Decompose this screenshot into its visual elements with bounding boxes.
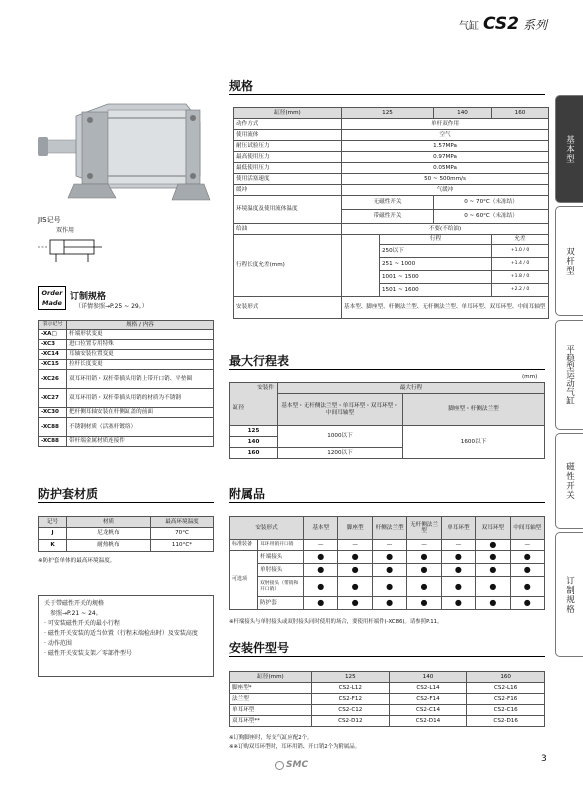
mount-parts-note: ※※订购双耳环型时，耳环用销、开口销2个为附属品。 <box>229 744 361 750</box>
jis-subtitle: 双作用 <box>56 227 75 234</box>
order-made-title: 订制规格 <box>70 292 107 302</box>
smc-logo: SMC <box>275 760 308 770</box>
switch-box-ref: 参照→P.21 ~ 24。 <box>50 610 102 617</box>
spec-title: 规格 <box>229 77 545 95</box>
table-row: 可选项 杆端接头 ● ● ● ● ● ● ● <box>230 551 545 564</box>
table-row: 环境温度及使用流体温度 无磁性开关 0 ~ 70°C（未冻结） <box>234 196 549 210</box>
cylinder-image <box>38 88 213 208</box>
mount-parts-title: 安装件型号 <box>229 639 545 657</box>
spec-table <box>233 107 549 319</box>
switch-box-item: · 动作范围 <box>44 640 72 647</box>
header-category: 气缸 <box>459 21 480 32</box>
page-header <box>459 14 547 34</box>
table-row: 双肘接头（带销和开口销） ● ● ● ● ● ● ● <box>230 577 545 597</box>
switch-box-title: 关于带磁性开关的规格 <box>44 600 105 607</box>
table-row: -XC3 进口位置专用特殊 <box>39 340 214 350</box>
table-row: 140 <box>230 437 545 448</box>
table-row: 行程长度允差(mm) 行程 允差 <box>234 235 549 245</box>
boot-table <box>38 516 214 552</box>
table-row: -XC14 耳轴安装位置变更 <box>39 350 214 360</box>
table-row: 125 1000以下 1600以下 <box>230 426 545 437</box>
table-row: K 耐热帆布 110°C* <box>39 540 214 552</box>
table-row: 使用活塞速度 50 ~ 500mm/s <box>234 174 549 185</box>
table-row: -XC88 带杆端金属材质连接件 <box>39 437 214 447</box>
table-row: 脚座型* CS2-L12 CS2-L14 CS2-L16 <box>230 683 545 694</box>
table-header-row: 表示记号 规格 / 内容 <box>39 321 214 330</box>
table-row: 防护套 ● ● ● ● ● ● ● <box>230 597 545 610</box>
table-row: 单耳环型 CS2-C12 CS2-C14 CS2-C16 <box>230 705 545 716</box>
tab-order[interactable]: 订制规格 <box>555 532 583 657</box>
table-row: 1001 ~ 1500 +1.8 / 0 <box>234 271 549 284</box>
header-series-bold: CS2 <box>483 14 519 34</box>
table-row: 耐压试验压力 1.57MPa <box>234 141 549 152</box>
table-row: 法兰型 CS2-F12 CS2-F14 CS2-F16 <box>230 694 545 705</box>
table-header-row: 安装件 缸径 最大行程 <box>230 383 545 394</box>
accessory-title: 附属品 <box>229 485 545 503</box>
order-made-table <box>38 320 214 447</box>
mount-parts-table <box>229 671 545 727</box>
tab-basic[interactable]: 基本型 <box>555 95 583 203</box>
table-row: 251 ~ 1000 +1.4 / 0 <box>234 258 549 271</box>
header-series-rest: 系列 <box>522 18 547 32</box>
table-row: -XC88 不锈钢材质（活塞杆镀络） <box>39 418 214 437</box>
table-row: 250以下 +1.0 / 0 <box>234 245 549 258</box>
table-row: 缓冲 气缓冲 <box>234 185 549 196</box>
switch-box <box>38 595 214 677</box>
table-header-row: 缸径(mm) 125 140 160 <box>234 108 549 119</box>
table-row: 最高使用压力 0.97MPa <box>234 152 549 163</box>
switch-box-item: · 磁性开关安装支架／零部件型号 <box>44 650 132 657</box>
accessory-note: ※杆端接头与单肘接头或双肘接头同时使用的场合，要使用杆端件(-XC86)。请参照P.11。 <box>229 619 443 625</box>
order-made-subtitle: （详情参照→P.25 ~ 29。） <box>75 303 148 310</box>
table-row: 安装形式 基本型、脚座型、杆侧法兰型、无杆侧法兰型、单耳环型、双耳环型、中间耳轴型 <box>234 297 549 319</box>
smc-mark-icon <box>275 761 284 770</box>
table-row: 标准装备 耳环用销开口销 — — — — — ● — <box>230 540 545 551</box>
boot-note: ※防护套单体的最高环境温度。 <box>38 558 116 564</box>
table-header-row: 记号 材质 最高环境温度 <box>39 517 214 528</box>
table-row: 双耳环型** CS2-D12 CS2-D14 CS2-D16 <box>230 716 545 727</box>
max-stroke-table <box>229 382 545 459</box>
max-stroke-title: 最大行程表 <box>229 352 545 370</box>
table-row: -XC15 拉杆长度变更 <box>39 360 214 370</box>
switch-box-item: · 可安装磁性开关的最小行程 <box>44 620 120 627</box>
table-row: J 尼龙帆布 70°C <box>39 528 214 540</box>
table-row: -XC26 双耳环用销・双杆带插头用销上带开口销、平垫圈 <box>39 370 214 389</box>
table-row: 最低使用压力 0.05MPa <box>234 163 549 174</box>
tab-switch[interactable]: 磁性开关 <box>555 433 583 529</box>
tab-smooth[interactable]: 平稳型运动气缸 <box>555 320 583 430</box>
table-row: -XC27 双耳环用销・双杆带插头用销的材质为不锈钢 <box>39 389 214 408</box>
boot-title: 防护套材质 <box>38 485 214 503</box>
table-row: 带磁性开关 0 ~ 60°C（未冻结） <box>234 210 549 224</box>
tab-double-rod[interactable]: 双杆型 <box>555 206 583 316</box>
jis-symbol <box>38 234 108 266</box>
table-row: 动作方式 单杆双作用 <box>234 119 549 130</box>
table-row: 1501 ~ 1600 +2.2 / 0 <box>234 284 549 297</box>
table-row: 给油 不要(不给油) <box>234 224 549 235</box>
table-row: 使用流体 空气 <box>234 130 549 141</box>
switch-box-item: · 磁性开关安装的适当位置（行程末端检出时）及安装高度 <box>44 630 198 637</box>
table-header-row: 缸径(mm) 125 140 160 <box>230 672 545 683</box>
table-row: -XA□ 杆端形状变更 <box>39 330 214 340</box>
max-stroke-unit: (mm) <box>522 374 538 380</box>
table-header-row: 安装形式 基本型 脚座型 杆侧法兰型 无杆侧法兰型 单耳环型 双耳环型 中间耳轴型 <box>230 517 545 540</box>
accessory-table <box>229 516 545 610</box>
page-number: 3 <box>541 754 547 764</box>
table-row: -XC30 把杆侧耳轴安装在杆侧缸盖的前面 <box>39 408 214 418</box>
table-header-row: 基本型・无杆侧法兰型・单耳环型・双耳环型・中间耳轴型 脚座型・杆侧法兰型 <box>230 394 545 426</box>
table-row: 单肘接头 ● ● ● ● ● ● ● <box>230 564 545 577</box>
order-made-logo: Order Made <box>38 286 66 310</box>
jis-title: JIS记号 <box>38 216 61 224</box>
table-row: 160 1200以下 <box>230 448 545 459</box>
mount-parts-note: ※订购脚座时，每支气缸应配2个。 <box>229 735 313 741</box>
